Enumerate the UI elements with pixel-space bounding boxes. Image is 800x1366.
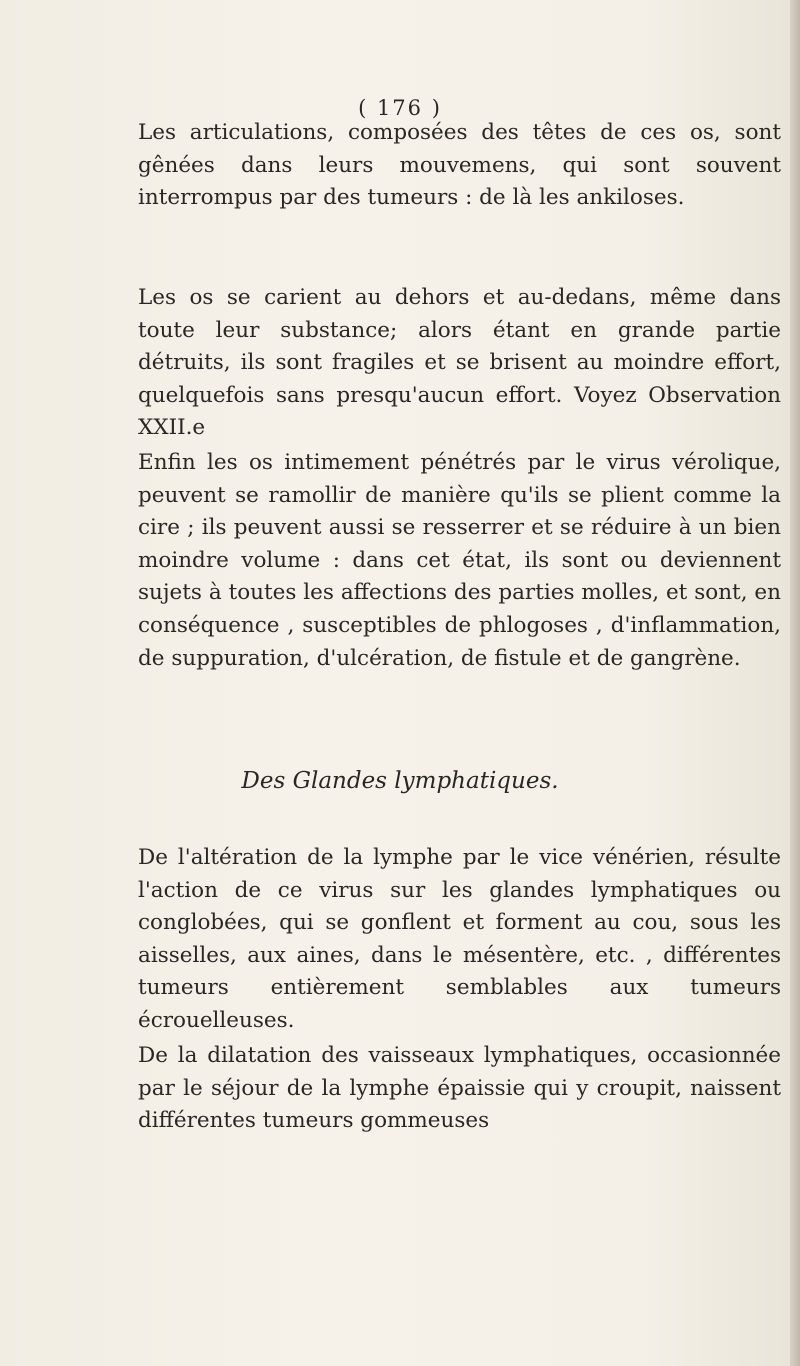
paragraph-2 — [138, 282, 781, 445]
page-number: ( 176 ) — [358, 96, 442, 120]
paragraph-text: Les articulations, composées des têtes de ces os, sont gênées dans leurs mouvemens, qui sont souvent interrompus par des tumeurs : de là les ankiloses. — [138, 120, 781, 211]
section-heading: Des Glandes lymphatiques. — [241, 768, 559, 794]
paragraph-4 — [138, 842, 781, 1038]
paragraph-text: De l'altération de la lymphe par le vice vénérien, résulte l'action de ce virus sur les glandes lymphatiques ou conglobées, qui se gonflent et forment au cou, sous les aisselles, aux aines, dans le mésentère, etc. , différentes tumeurs entièrement semblables aux tumeurs écrouelleuses. — [138, 845, 781, 1033]
paragraph-1 — [138, 117, 781, 215]
paragraph-5 — [138, 1040, 781, 1138]
paragraph-3 — [138, 447, 781, 675]
paragraph-text: De la dilatation des vaisseaux lymphatiques, occasionnée par le séjour de la lymphe épaissie qui y croupit, naissent différentes tumeurs gommeuses — [138, 1043, 781, 1134]
page-edge — [790, 0, 800, 1366]
paragraph-text: Les os se carient au dehors et au-dedans, même dans toute leur substance; alors étant en grande partie détruits, ils sont fragiles et se brisent au moindre effort, quelquefois sans presqu'aucun effort. Voyez Observation XXII.e — [138, 285, 781, 441]
paragraph-text: Enfin les os intimement pénétrés par le virus vérolique, peuvent se ramollir de manière qu'ils se plient comme la cire ; ils peuvent aussi se resserrer et se réduire à un bien moindre volume : dans cet état, ils sont ou deviennent sujets à toutes les affections des parties molles, et sont, en conséquence , susceptibles de phlogoses , d'inflammation, de suppuration, d'ulcération, de fistule et de gangrène. — [138, 450, 781, 671]
